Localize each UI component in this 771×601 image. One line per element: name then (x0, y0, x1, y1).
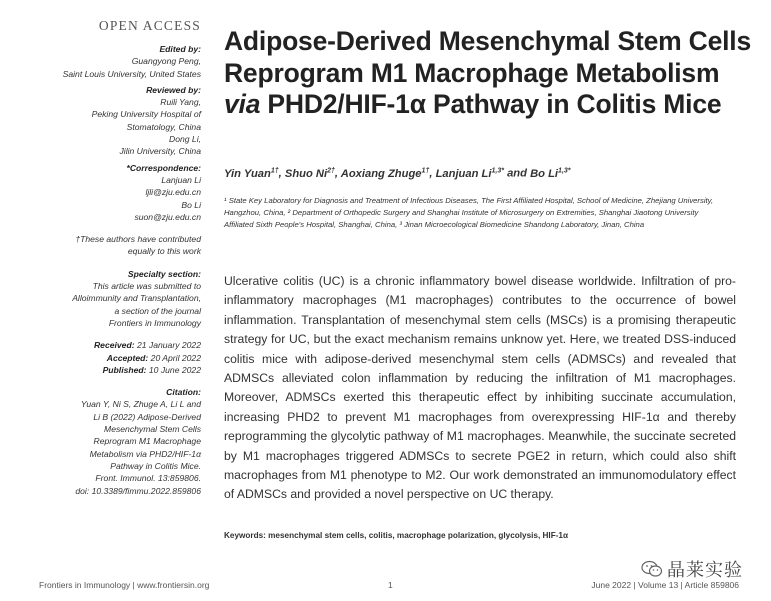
open-access-label: OPEN ACCESS (98, 18, 201, 33)
editor-affiliation: Saint Louis University, United States (62, 68, 201, 79)
watermark (641, 555, 771, 583)
correspondence-label: *Correspondence: (126, 162, 201, 173)
contribution-note: †These authors have contributed (75, 234, 201, 245)
author[interactable]: Bo $Li^{1,3*}$ (530, 167, 571, 180)
contribution-note: equally to this work (127, 246, 201, 257)
citation-text: Mesenchymal Stem Cells (104, 424, 201, 435)
footer-issue: June 2022 | Volume 13 | Article 859806 (591, 580, 739, 590)
correspondence-email[interactable]: suon@zju.edu.cn (134, 211, 201, 222)
correspondence-name: Lanjuan Li (161, 174, 201, 185)
author[interactable]: Shuo $Ni^{2\dagger}$ (284, 167, 335, 180)
reviewer-affiliation: Peking University Hospital of (91, 109, 201, 120)
citation-text: Li B (2022) Adipose-Derived (93, 411, 201, 422)
title-italic-via: via (224, 89, 261, 119)
citation-doi[interactable]: doi: 10.3389/fimmu.2022.859806 (75, 485, 201, 496)
specialty-section-label: Specialty section: (127, 268, 201, 279)
specialty-text: Alloimmunity and Transplantation, (72, 293, 201, 304)
keywords: Keywords: mesenchymal stem cells, colitis, macrophage polarization, glycolysis, HIF-1α (224, 531, 569, 540)
specialty-text: a section of the journal (114, 305, 201, 316)
footer-journal[interactable]: Frontiers in Immunology | www.frontiersin.org (39, 580, 210, 590)
published-label: Published: (102, 364, 147, 375)
received-line (20, 339, 201, 351)
accepted-line (20, 352, 201, 364)
editor-name: Guangyong Peng, (131, 56, 201, 67)
citation-text: Yuan Y, Ni S, Zhuge A, Li L and (80, 399, 201, 410)
reviewer-name: Dong Li, (168, 134, 201, 145)
author[interactable]: Yin Yuan$^{1\dagger}$ (224, 167, 279, 180)
received-label: Received: (93, 340, 135, 351)
citation-text: Metabolism via PHD2/HIF-1α (89, 448, 201, 459)
footer-page-number: 1 (388, 580, 393, 590)
correspondence-name: Bo Li (181, 199, 201, 210)
author-list: Yin Yuan$^{1\dagger}$, Shuo $Ni^{2\dagger}$, Aoxiang Zhuge$^{1\dagger}$, Lanjuan $Li^{1,3*}$ and Bo $Li^{1,3*}$ (224, 167, 571, 180)
watermark-text: 晶莱实验 (667, 560, 743, 581)
article-info-sidebar (20, 18, 201, 497)
abstract (224, 272, 736, 505)
author[interactable]: Aoxiang Zhuge$^{1\dagger}$ (340, 167, 430, 180)
page-footer (39, 580, 739, 594)
specialty-text: Frontiers in Immunology (108, 317, 201, 328)
title-text: Adipose-Derived Mesenchymal Stem Cells Reprogram M1 Macrophage Metabolism (224, 26, 752, 88)
reviewer-name: Ruili Yang, (160, 97, 201, 108)
citation-text: Reprogram M1 Macrophage (93, 436, 201, 447)
citation-text: Pathway in Colitis Mice. (110, 460, 201, 471)
reviewer-affiliation: Jilin University, China (119, 146, 201, 157)
citation-text: Front. Immunol. 13:859806. (95, 473, 201, 484)
published-date: 10 June 2022 (148, 364, 201, 375)
abstract-text: Ulcerative colitis (UC) is a chronic inflammatory bowel disease worldwide. Infiltration of pro-inflammatory macrophages (M1 macrophages) contributes to the occurrence of bowel inflammation. Transplantation of mesenchymal stem cells (MSCs) is a promising therapeutic strategy for UC, but the exact mechanism remains unknow yet. Here, we treated DSS-induced colitis mice with adipose-derived mesenchymal stem cells (ADMSCs) and revealed that ADMSCs alleviated colon inflammation by reducing the infiltration of M1 macrophages. Moreover, ADMSCs exerted this therapeutic effect by inhibiting succinate accumulation, increasing PHD2 to prevent M1 macrophages from overexpressing HIF-1α and thereby reprogramming the glycolytic pathway of M1 macrophages. Meanwhile, the succinate secreted by M1 macrophages triggered ADMSCs to secrete PGE2 in return, which could also shift macrophages from M1 phenotype to M2. Our work demonstrated an immunomodulatory effect of ADMSCs and provided a novel perspective on UC therapy. (224, 274, 736, 502)
accepted-date: 20 April 2022 (150, 352, 201, 363)
citation-label: Citation: (166, 387, 201, 398)
reviewer-affiliation: Stomatology, China (126, 121, 201, 132)
accepted-label: Accepted: (106, 352, 149, 363)
wechat-icon (641, 560, 663, 578)
specialty-text: This article was submitted to (92, 281, 201, 292)
reviewed-by-label: Reviewed by: (146, 84, 201, 95)
edited-by-label: Edited by: (159, 44, 201, 54)
published-line (20, 364, 201, 376)
correspondence-email[interactable]: ljli@zju.edu.cn (145, 187, 201, 198)
article-title (224, 26, 754, 121)
author[interactable]: Lanjuan $Li^{1,3*}$ (435, 167, 504, 180)
affiliations: ¹ State Key Laboratory for Diagnosis and Treatment of Infectious Diseases, The First Affiliated Hospital, School of Medicine, Zhejiang University, Hangzhou, China, ² Department of Orthopedic Surgery and Shanghai Institute of Microsurgery on Extremities, Shanghai Jiaotong University Affiliated Sixth People's Hospital, Shanghai, China, ³ Jinan Microecological Biomedicine Shandong Laboratory, Jinan, China (224, 196, 714, 230)
title-text: PHD2/HIF-1α Pathway in Colitis Mice (260, 89, 722, 119)
received-date: 21 January 2022 (136, 340, 201, 351)
